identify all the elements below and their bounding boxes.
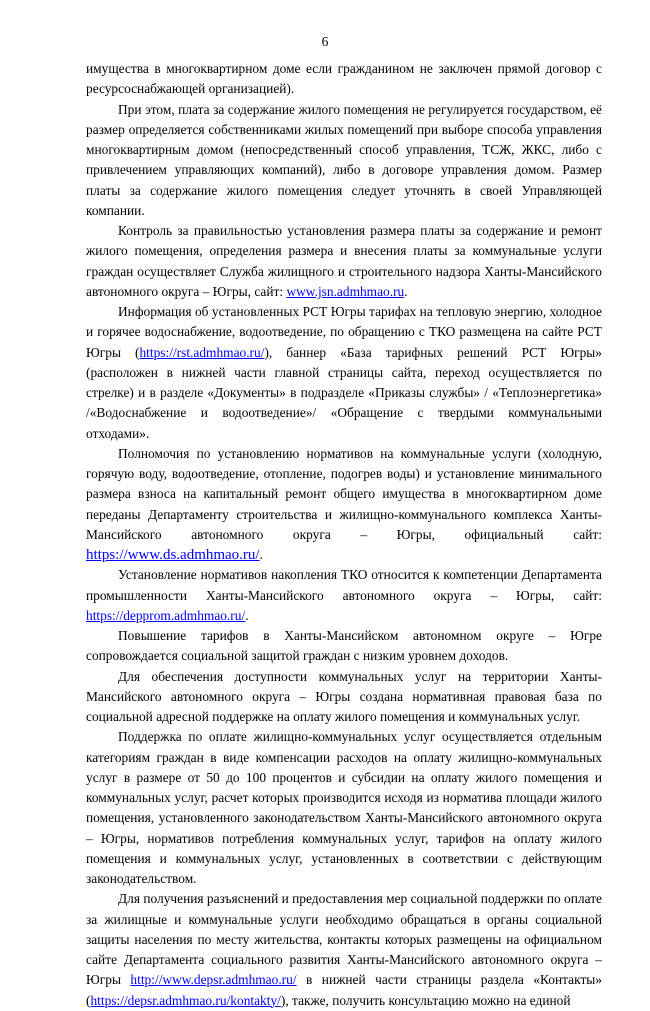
paragraph-text: имущества в многоквартирном доме если гражданином не заключен прямой договор с ресурсоснабжающей организацией). bbox=[86, 61, 602, 97]
paragraph-text: При этом, плата за содержание жилого помещения не регулируется государством, её размер определяется собственниками жилых помещений при выборе способа управления многоквартирным домом (непосредственный способ управления, ТСЖ, ЖКС, либо с привлечением управляющих компаний), либо в договоре управления домом. Размер платы за содержание жилого помещения следует уточнять в своей Управляющей компании. bbox=[86, 101, 602, 218]
paragraph bbox=[86, 889, 602, 1011]
paragraph-text: ), также, получить консультацию можно на единой bbox=[280, 992, 571, 1008]
paragraph-text: . bbox=[245, 607, 249, 623]
hyperlink[interactable]: www.jsn.admhmao.ru bbox=[286, 283, 405, 299]
paragraph-text: Повышение тарифов в Ханты-Мансийском автономном округе – Югре сопровождается социальной защитой граждан с низким уровнем доходов. bbox=[86, 628, 602, 664]
paragraph-text: Для получения разъяснений и предоставления мер социальной поддержки по оплате за жилищные и коммунальные услуги необходимо обращаться в органы социальной защиты населения по месту жительства, контакты которых размещены на официальном сайте Департамента социального развития Ханты-Мансийского автономного округа – Югры bbox=[86, 891, 602, 988]
paragraph bbox=[86, 221, 602, 302]
hyperlink[interactable]: http://www.depsr.admhmao.ru/ bbox=[130, 972, 297, 988]
paragraph-text: . bbox=[259, 547, 263, 562]
paragraph bbox=[86, 667, 602, 728]
paragraph-text: Поддержка по оплате жилищно-коммунальных услуг осуществляется отдельным категориям граждан в виде компенсации расходов на оплату жилищно-коммунальных услуг в размере от 50 до 100 процентов и субсидии на оплату жилого помещения и коммунальных услуг, расчет которых производится исходя из норматива площади жилого помещения, установленного законодательством Ханты-Мансийского автономного округа – Югры, нормативов потребления коммунальных услуг, тарифов на оплату жилого помещения и коммунальных услуг, установленных в соответствии с действующим законодательством. bbox=[86, 729, 602, 886]
paragraph bbox=[86, 59, 602, 100]
paragraph bbox=[86, 100, 602, 222]
paragraph-text: Контроль за правильностью установления размера платы за содержание и ремонт жилого помещения, определения размера и внесения платы за коммунальные услуги граждан осуществляет Служба жилищного и строительного надзора Ханты-Мансийского автономного округа – Югры, сайт: bbox=[86, 223, 602, 299]
paragraph-text: Информация об установленных РСТ Югры тарифах на тепловую энергию, холодное и горячее водоснабжение, водоотведение, по обращению с ТКО размещена на сайте РСТ Югры ( bbox=[86, 304, 602, 360]
hyperlink[interactable]: https://depprom.admhmao.ru/ bbox=[86, 607, 246, 623]
paragraph bbox=[86, 626, 602, 667]
paragraph-text: Для обеспечения доступности коммунальных услуг на территории Ханты-Мансийского автономного округа – Югры создана нормативная правовая база по социальной адресной поддержке на оплату жилого помещения и коммунальных услуг. bbox=[86, 668, 602, 724]
paragraph-text: Полномочия по установлению нормативов на коммунальные услуги (холодную, горячую воду, водоотведение, отопление, подогрев воды) и установление минимального размера взноса на капитальный ремонт общего имущества в многоквартирном доме переданы Департаменту строительства и жилищно-коммунального комплекса Ханты-Мансийского автономного округа – Югры, официальный сайт: bbox=[86, 445, 602, 542]
paragraph bbox=[86, 302, 602, 444]
paragraph-text: в нижней части страницы раздела «Контакты» ( bbox=[86, 972, 602, 1008]
paragraph bbox=[86, 444, 602, 566]
paragraph bbox=[86, 727, 602, 889]
paragraph-text: . bbox=[404, 283, 408, 299]
hyperlink[interactable]: https://depsr.admhmao.ru/kontakty/ bbox=[90, 992, 281, 1008]
paragraph bbox=[86, 565, 602, 626]
paragraph-text: Установление нормативов накопления ТКО относится к компетенции Департамента промышленности Ханты-Мансийского автономного округа – Югры, сайт: bbox=[86, 567, 602, 603]
paragraph-text: ), баннер «База тарифных решений РСТ Югры» (расположен в нижней части главной страницы сайта, переход осуществляется по стрелке) и в разделе «Документы» в подразделе «Приказы службы» / «Теплоэнергетика» /«Водоснабжение и водоотведение»/ «Обращение с твердыми коммунальными отходами». bbox=[86, 344, 602, 441]
document-body bbox=[86, 59, 602, 1011]
hyperlink[interactable]: https://rst.admhmao.ru/ bbox=[139, 344, 265, 360]
hyperlink[interactable]: https://www.ds.admhmao.ru/ bbox=[86, 547, 260, 563]
page-number: 6 bbox=[321, 34, 329, 49]
